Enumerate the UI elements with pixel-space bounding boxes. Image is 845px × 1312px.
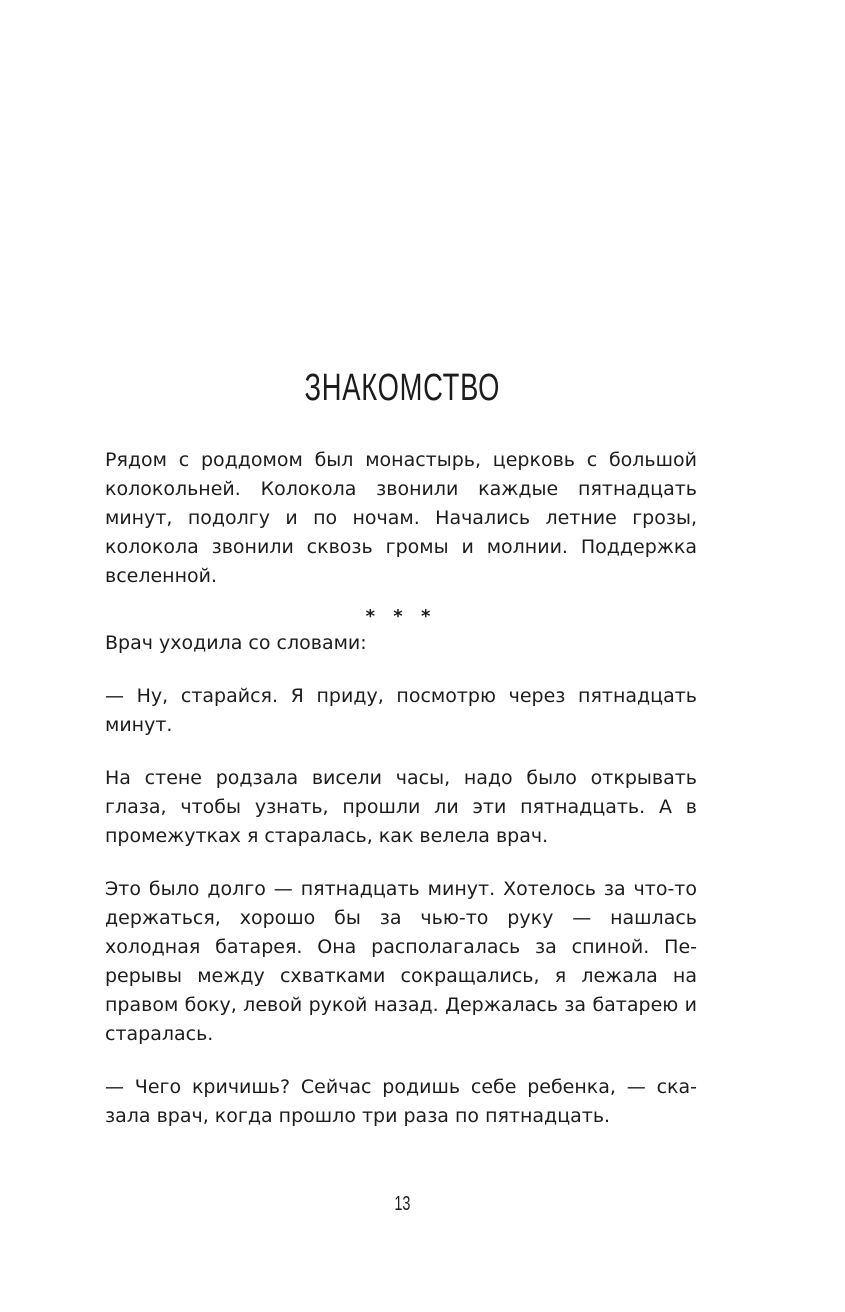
chapter-title: ЗНАКОМСТВО — [304, 367, 501, 409]
paragraph-5: Это было долго — пятнадцать минут. Хотелось за что-то держаться, хорошо бы за чью-то руку — нашлась холодная батарея. Она располагалась за спиной. Перерывы между схватками сокращались, я лежала на правом боку, левой рукой назад. Держалась за батарею и старалась. — [105, 878, 697, 1045]
paragraph-2: Врач уходила со словами: — [105, 632, 367, 654]
paragraph-4: На стене родзала висели часы, надо было открывать глаза, чтобы узнать, прошли ли эти пятнадцать. А в промежутках я старалась, как велела врач. — [105, 767, 697, 847]
section-separator: * * * — [365, 606, 437, 627]
paragraph-3: — Ну, старайся. Я приду, посмотрю через пятнадцать минут. — [105, 685, 697, 736]
body-text — [105, 446, 697, 1131]
paragraph-1: Рядом с роддомом был монастырь, церковь с большой колокольней. Колокола звонили каждые пятнадцать минут, подолгу и по ночам. Начались летние грозы, колокола звонили сквозь громы и молнии. Поддержка вселенной. — [105, 449, 697, 587]
page-number: 13 — [394, 1193, 411, 1215]
paragraph-6: — Чего кричишь? Сейчас родишь себе ребенка, — сказала врач, когда прошло три раза по пятнадцать. — [105, 1076, 697, 1127]
